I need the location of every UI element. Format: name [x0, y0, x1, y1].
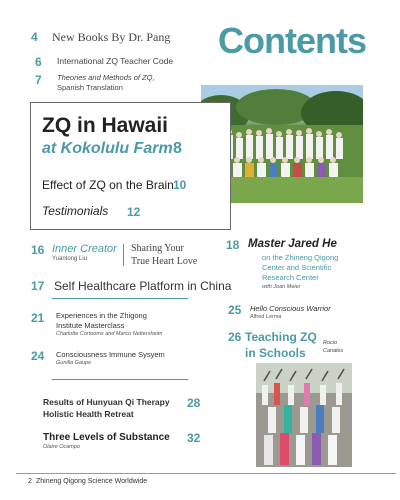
toc-page-number: 17: [31, 279, 45, 293]
footer-publication: Zhineng Qigong Science Worldwide: [36, 478, 148, 485]
toc-experiences-author: Charlotte Cortooms and Marco Nettersheim: [56, 331, 163, 337]
toc-three-levels-author: Olaire Ocampo: [43, 444, 80, 450]
divider: [123, 244, 124, 266]
toc-hunyuan-line1[interactable]: Results of Hunyuan Qi Therapy: [43, 397, 170, 407]
toc-page-number: 16: [31, 243, 45, 257]
toc-teacher-code[interactable]: International ZQ Teacher Code: [57, 56, 174, 66]
toc-page-number: 28: [187, 396, 201, 410]
toc-teaching-line2: in Schools: [245, 346, 306, 360]
toc-master-jared-line1: on the Zhineng Qigong: [262, 253, 339, 262]
toc-page-number: 32: [187, 431, 201, 445]
toc-self-healthcare[interactable]: Self Healthcare Platform in China: [54, 279, 232, 293]
toc-hunyuan-line2: Holistic Health Retreat: [43, 409, 134, 419]
toc-consciousness[interactable]: Consciousness Immune Sysyem: [56, 350, 165, 359]
toc-master-jared-line3: Research Center: [262, 273, 319, 282]
toc-page-number: 26: [228, 330, 242, 344]
toc-page-number: 4: [31, 30, 38, 44]
toc-hello-conscious[interactable]: Hello Conscious Warrior: [250, 304, 331, 313]
toc-experiences-line1[interactable]: Experiences in the Zhigong: [56, 311, 147, 320]
schools-qigong-photo: [256, 363, 352, 467]
toc-hello-conscious-author: Alfred Lerma: [250, 314, 282, 320]
toc-teaching-author-line1: Rocio: [323, 340, 338, 346]
toc-theories-line1[interactable]: Theories and Methods of ZQ,: [57, 73, 155, 82]
schools-photo-drawing: [256, 363, 352, 467]
toc-page-number: 6: [35, 55, 42, 69]
toc-experiences-line2: Institute Masterclass: [56, 321, 125, 330]
toc-inner-creator[interactable]: Inner Creator: [52, 243, 117, 255]
toc-teaching-author-line2: Canales: [323, 348, 344, 354]
toc-inner-creator-author: Yuantong Liu: [52, 256, 88, 262]
toc-hawaii-subtitle: at Kokolulu Farm: [42, 140, 173, 157]
divider: [52, 298, 188, 299]
divider: [52, 379, 188, 380]
toc-theories-line2: Spanish Translation: [57, 83, 123, 92]
toc-teaching-line1[interactable]: Teaching ZQ: [245, 330, 317, 344]
toc-page-number: 18: [226, 238, 240, 252]
toc-master-jared-author: with Joan Meier: [262, 284, 301, 290]
toc-sharing-line2: True Heart Love: [131, 256, 198, 267]
toc-hawaii-title[interactable]: ZQ in Hawaii: [42, 114, 169, 137]
toc-master-jared[interactable]: Master Jared He: [248, 238, 337, 250]
toc-page-number: 24: [31, 349, 45, 363]
toc-page-number: 10: [173, 178, 187, 192]
toc-sharing-line1[interactable]: Sharing Your: [131, 243, 184, 254]
toc-consciousness-author: Gunilla Gaupe: [56, 360, 92, 366]
toc-new-books[interactable]: New Books By Dr. Pang: [52, 30, 171, 44]
toc-page-number: 12: [127, 205, 141, 219]
toc-master-jared-line2: Center and Scientific: [262, 263, 332, 272]
toc-page-number: 8: [173, 140, 182, 157]
toc-page-number: 21: [31, 311, 45, 325]
contents-title: Contents: [218, 20, 366, 61]
footer-rule: [16, 473, 396, 474]
toc-brain[interactable]: Effect of ZQ on the Brain: [42, 178, 174, 192]
toc-page-number: 7: [35, 73, 42, 87]
toc-testimonials[interactable]: Testimonials: [42, 204, 109, 218]
toc-page-number: 25: [228, 303, 242, 317]
footer-page-number: 2: [28, 478, 32, 485]
toc-three-levels[interactable]: Three Levels of Substance: [43, 432, 170, 443]
